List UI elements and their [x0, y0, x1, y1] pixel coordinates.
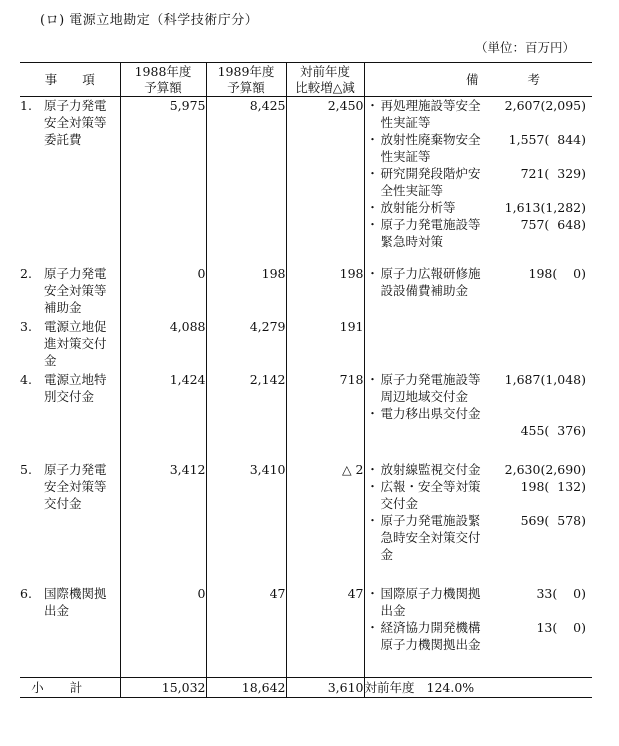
- remark-item: [365, 97, 593, 131]
- row-name: 原子力発電安全対策等交付金: [44, 461, 107, 511]
- header-remarks: [364, 63, 592, 97]
- row-name: 電源立地促進対策交付金: [44, 318, 107, 368]
- row-number: 3.: [20, 318, 32, 334]
- fy1988-value: 1,424: [120, 371, 206, 461]
- row-item: [20, 371, 120, 461]
- bullet-icon: ・: [366, 98, 379, 113]
- header-fy1988: [120, 63, 206, 97]
- bullet-icon: ・: [366, 585, 379, 601]
- remarks-cell: [364, 97, 592, 265]
- remarks-cell: [364, 461, 592, 585]
- bullet-icon: ・: [366, 132, 379, 147]
- remark-item: [365, 405, 593, 439]
- remark-text: 研究開発段階炉安全性実証等: [380, 166, 481, 198]
- page-title: (ロ) 電源立地勘定（科学技術庁分）: [40, 13, 259, 28]
- remark-item: [365, 619, 593, 653]
- subtotal-note-label: 対前年度: [364, 679, 415, 695]
- remark-value: 198( 0): [528, 265, 586, 281]
- remark-item: [365, 478, 593, 512]
- header-diff-line2: 比較増△減: [295, 79, 355, 95]
- fy1989-value: 2,142: [206, 371, 286, 461]
- row-name: 国際機関拠出金: [44, 585, 107, 618]
- fy1989-value: 198: [206, 265, 286, 318]
- row-item: [20, 461, 120, 585]
- remarks-cell: [364, 585, 592, 678]
- remark-text: 放射線監視交付金: [380, 461, 481, 477]
- header-diff-line1: 対前年度: [299, 63, 350, 79]
- table-row: [20, 97, 592, 265]
- fy1989-value: 8,425: [206, 97, 286, 265]
- remark-value: 2,630(2,690): [504, 461, 586, 477]
- bullet-icon: ・: [366, 371, 379, 387]
- bullet-icon: ・: [366, 405, 379, 421]
- row-name: 原子力発電安全対策等委託費: [44, 98, 107, 147]
- unit-label: （単位：百万円）: [474, 40, 575, 55]
- bullet-icon: ・: [366, 200, 379, 215]
- remark-value: 33( 0): [536, 585, 586, 601]
- row-item: [20, 585, 120, 678]
- remark-value: 757( 648): [520, 217, 586, 232]
- bullet-icon: ・: [366, 265, 379, 281]
- table-row: [20, 585, 592, 678]
- remark-text: 電力移出県交付金: [380, 405, 481, 421]
- remark-text: 原子力広報研修施設設備費補助金: [380, 265, 481, 298]
- remarks-cell: [364, 371, 592, 461]
- remark-item: [365, 199, 593, 216]
- row-name: 電源立地特別交付金: [44, 371, 107, 404]
- fy1988-value: 0: [120, 585, 206, 678]
- diff-value: △ 2: [286, 461, 364, 585]
- remark-item: [365, 265, 593, 299]
- remark-text: 放射性廃棄物安全性実証等: [380, 132, 481, 164]
- remark-text: 原子力発電施設等周辺地域交付金: [380, 371, 481, 404]
- diff-value: 191: [286, 318, 364, 371]
- budget-table: [20, 62, 592, 698]
- remark-value: 721( 329): [520, 166, 586, 181]
- remark-text: 原子力発電施設等緊急時対策: [380, 217, 481, 249]
- diff-value: 198: [286, 265, 364, 318]
- table-row: [20, 461, 592, 585]
- header-fy1989: [206, 63, 286, 97]
- remark-item: [365, 165, 593, 199]
- row-item: [20, 318, 120, 371]
- subtotal-note: [364, 678, 592, 698]
- bullet-icon: ・: [366, 217, 379, 232]
- bullet-icon: ・: [366, 478, 379, 494]
- remark-value: 455( 376): [520, 422, 586, 438]
- subtotal-diff: 3,610: [286, 678, 364, 698]
- diff-value: 718: [286, 371, 364, 461]
- remark-text: 再処理施設等安全性実証等: [380, 98, 481, 130]
- header-diff: [286, 63, 364, 97]
- remark-item: [365, 131, 593, 165]
- subtotal-fy1989: 18,642: [206, 678, 286, 698]
- header-fy1989-label: 予算額: [227, 79, 265, 95]
- row-number: 6.: [20, 585, 32, 601]
- subtotal-label: 小計: [20, 678, 120, 698]
- table-row: [20, 371, 592, 461]
- table-row: [20, 318, 592, 371]
- subtotal-fy1988: 15,032: [120, 678, 206, 698]
- header-item: 事 項: [20, 63, 120, 97]
- row-name: 原子力発電安全対策等補助金: [44, 265, 107, 315]
- bullet-icon: ・: [366, 166, 379, 181]
- remark-text: 経済協力開発機構原子力機関拠出金: [380, 619, 481, 652]
- row-number: 4.: [20, 371, 32, 387]
- table-row: [20, 265, 592, 318]
- bullet-icon: ・: [366, 512, 379, 528]
- remark-value: 1,557( 844): [508, 132, 586, 147]
- fy1989-value: 4,279: [206, 318, 286, 371]
- remark-item: [365, 216, 593, 250]
- diff-value: 2,450: [286, 97, 364, 265]
- fy1988-value: 0: [120, 265, 206, 318]
- fy1988-value: 3,412: [120, 461, 206, 585]
- subtotal-note-value: 124.0%: [426, 679, 475, 695]
- header-fy1988-label: 予算額: [144, 79, 182, 95]
- remark-text: 放射能分析等: [380, 200, 456, 215]
- remark-value: 1,687(1,048): [504, 371, 586, 387]
- remark-text: 国際原子力機関拠出金: [380, 585, 481, 618]
- remark-text: 原子力発電施設緊急時安全対策交付金: [380, 512, 481, 562]
- header-fy1988-year: 1988年度: [134, 63, 192, 79]
- row-number: 5.: [20, 461, 32, 477]
- fy1988-value: 5,975: [120, 97, 206, 265]
- bullet-icon: ・: [366, 461, 379, 477]
- remark-item: [365, 512, 593, 563]
- bullet-icon: ・: [366, 619, 379, 635]
- remark-value: 1,613(1,282): [504, 200, 586, 215]
- header-remarks-left: 備: [465, 71, 479, 87]
- header-remarks-right: 考: [527, 71, 540, 87]
- header-fy1989-year: 1989年度: [217, 63, 275, 79]
- remark-text: 広報・安全等対策交付金: [380, 478, 481, 511]
- remark-item: [365, 371, 593, 405]
- row-item: [20, 97, 120, 265]
- remarks-cell: [364, 265, 592, 318]
- remark-value: 569( 578): [520, 512, 586, 528]
- row-item: [20, 265, 120, 318]
- remark-value: 13( 0): [536, 619, 586, 635]
- remark-item: [365, 461, 593, 478]
- subtotal-row: [20, 678, 592, 698]
- remark-value: 198( 132): [520, 478, 586, 494]
- row-number: 1.: [20, 98, 32, 113]
- remark-item: [365, 585, 593, 619]
- diff-value: 47: [286, 585, 364, 678]
- fy1988-value: 4,088: [120, 318, 206, 371]
- row-number: 2.: [20, 265, 32, 281]
- fy1989-value: 47: [206, 585, 286, 678]
- header-row: [20, 63, 592, 97]
- remarks-cell: [364, 318, 592, 371]
- remark-value: 2,607(2,095): [504, 98, 586, 113]
- fy1989-value: 3,410: [206, 461, 286, 585]
